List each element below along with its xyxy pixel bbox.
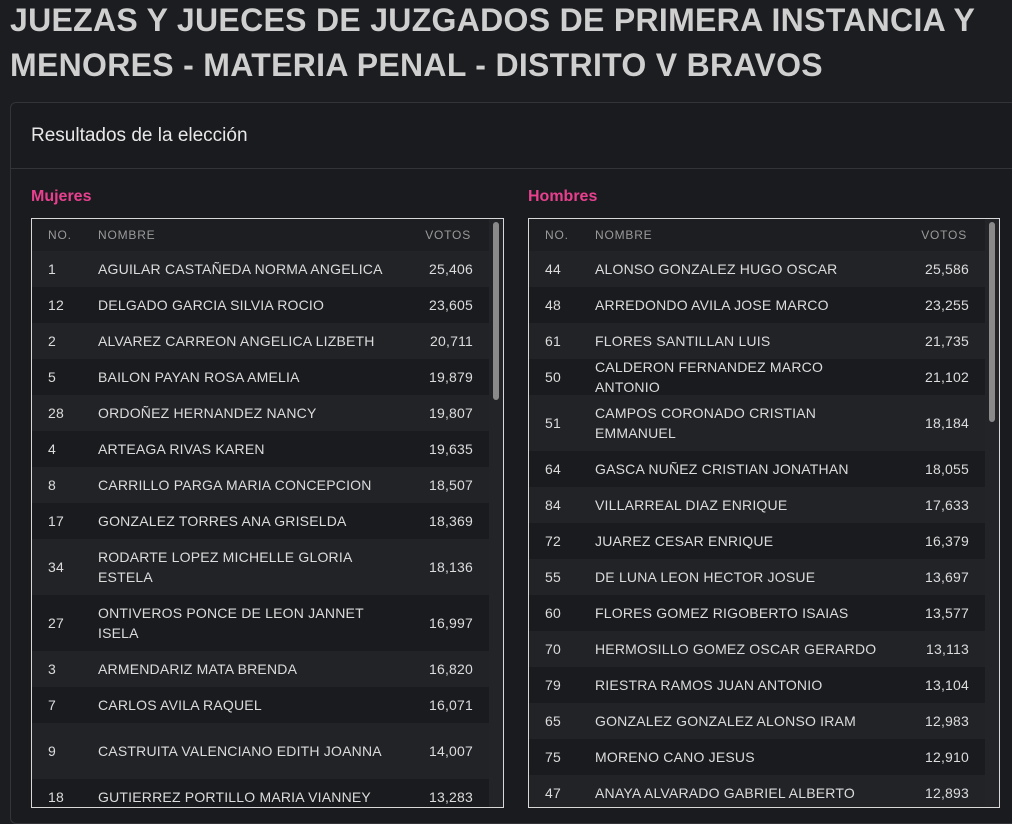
men-results-table[interactable] <box>528 218 1000 808</box>
candidate-number: 50 <box>545 369 561 385</box>
candidate-name: CASTRUITA VALENCIANO EDITH JOANNA <box>98 743 382 759</box>
candidate-number: 17 <box>48 513 64 529</box>
candidate-number: 47 <box>545 785 561 801</box>
candidate-number: 9 <box>48 743 56 759</box>
candidate-name: CARRILLO PARGA MARIA CONCEPCION <box>98 477 372 493</box>
candidate-name: GONZALEZ TORRES ANA GRISELDA <box>98 513 347 529</box>
candidate-number: 27 <box>48 615 64 631</box>
table-row <box>32 395 489 431</box>
candidate-name: DE LUNA LEON HECTOR JOSUE <box>595 569 816 585</box>
table-row <box>32 431 489 467</box>
candidate-number: 72 <box>545 533 561 549</box>
candidate-name: GONZALEZ GONZALEZ ALONSO IRAM <box>595 713 856 729</box>
candidate-number: 79 <box>545 677 561 693</box>
candidate-number: 3 <box>48 661 56 677</box>
candidate-votes: 13,577 <box>924 605 969 621</box>
candidate-number: 7 <box>48 697 56 713</box>
candidate-name: ORDOÑEZ HERNANDEZ NANCY <box>98 405 317 421</box>
column-header-votes: VOTOS <box>921 228 967 242</box>
candidate-votes: 25,586 <box>924 261 969 277</box>
table-row <box>32 251 489 287</box>
table-row <box>32 503 489 539</box>
women-section-label: Mujeres <box>31 188 92 205</box>
candidate-name: FLORES GOMEZ RIGOBERTO ISAIAS <box>595 605 849 621</box>
candidate-name: JUAREZ CESAR ENRIQUE <box>595 533 774 549</box>
table-row <box>529 523 985 559</box>
candidate-votes: 23,605 <box>428 297 473 313</box>
table-row <box>32 323 489 359</box>
candidate-votes: 16,997 <box>428 615 473 631</box>
scrollbar-thumb[interactable] <box>493 222 499 400</box>
table-row <box>529 739 985 775</box>
table-row <box>529 775 985 808</box>
column-header-no: NO. <box>48 228 72 242</box>
candidate-number: 75 <box>545 749 561 765</box>
page-title-line-2: MENORES - MATERIA PENAL - DISTRITO V BRAVOS <box>10 47 823 83</box>
candidate-number: 48 <box>545 297 561 313</box>
men-table-body <box>529 251 985 808</box>
candidate-votes: 12,910 <box>924 749 969 765</box>
candidate-votes: 25,406 <box>428 261 473 277</box>
candidate-number: 44 <box>545 261 561 277</box>
table-row <box>529 667 985 703</box>
card-header <box>11 103 1012 169</box>
table-header <box>529 219 999 251</box>
candidate-name: BAILON PAYAN ROSA AMELIA <box>98 369 300 385</box>
candidate-name: FLORES SANTILLAN LUIS <box>595 333 771 349</box>
candidate-votes: 19,635 <box>428 441 473 457</box>
table-row <box>529 451 985 487</box>
candidate-votes: 18,369 <box>428 513 473 529</box>
table-row <box>32 723 489 779</box>
candidate-number: 18 <box>48 789 64 805</box>
candidate-votes: 23,255 <box>924 297 969 313</box>
candidate-name: RODARTE LOPEZ MICHELLE GLORIA ESTELA <box>98 549 352 585</box>
candidate-name: ALVAREZ CARREON ANGELICA LIZBETH <box>98 333 375 349</box>
table-row <box>529 251 985 287</box>
column-header-name: NOMBRE <box>595 228 653 242</box>
table-row <box>32 651 489 687</box>
candidate-number: 4 <box>48 441 56 457</box>
table-row <box>32 687 489 723</box>
candidate-number: 84 <box>545 497 561 513</box>
candidate-number: 60 <box>545 605 561 621</box>
men-table-scrollbar[interactable] <box>985 219 999 807</box>
candidate-name: CAMPOS CORONADO CRISTIAN EMMANUEL <box>595 405 817 441</box>
candidate-number: 12 <box>48 297 64 313</box>
table-row <box>529 395 985 451</box>
candidate-votes: 19,807 <box>428 405 473 421</box>
candidate-votes: 13,697 <box>924 569 969 585</box>
candidate-name: ALONSO GONZALEZ HUGO OSCAR <box>595 261 838 277</box>
candidate-name: VILLARREAL DIAZ ENRIQUE <box>595 497 788 513</box>
column-header-name: NOMBRE <box>98 228 156 242</box>
table-header <box>32 219 503 251</box>
candidate-votes: 17,633 <box>924 497 969 513</box>
candidate-votes: 18,184 <box>924 415 969 431</box>
card-title: Resultados de la elección <box>31 125 248 146</box>
candidate-votes: 19,879 <box>428 369 473 385</box>
candidate-name: AGUILAR CASTAÑEDA NORMA ANGELICA <box>98 261 383 277</box>
candidate-votes: 18,055 <box>924 461 969 477</box>
table-row <box>32 467 489 503</box>
page-title <box>10 0 1010 88</box>
candidate-number: 28 <box>48 405 64 421</box>
candidate-name: CALDERON FERNANDEZ MARCO ANTONIO <box>595 359 824 395</box>
women-results-table[interactable] <box>31 218 504 808</box>
candidate-number: 61 <box>545 333 561 349</box>
candidate-name: GASCA NUÑEZ CRISTIAN JONATHAN <box>595 461 849 477</box>
table-row <box>32 595 489 651</box>
candidate-votes: 13,104 <box>924 677 969 693</box>
table-row <box>529 703 985 739</box>
candidate-votes: 18,507 <box>428 477 473 493</box>
candidate-votes: 20,711 <box>430 333 473 349</box>
candidate-number: 2 <box>48 333 56 349</box>
candidate-votes: 14,007 <box>428 743 473 759</box>
candidate-votes: 16,379 <box>924 533 969 549</box>
candidate-votes: 21,102 <box>924 369 969 385</box>
candidate-name: ARMENDARIZ MATA BRENDA <box>98 661 298 677</box>
candidate-votes: 12,893 <box>924 785 969 801</box>
table-row <box>32 779 489 808</box>
column-header-no: NO. <box>545 228 569 242</box>
candidate-name: GUTIERREZ PORTILLO MARIA VIANNEY <box>98 789 371 805</box>
candidate-name: ARTEAGA RIVAS KAREN <box>98 441 265 457</box>
candidate-name: DELGADO GARCIA SILVIA ROCIO <box>98 297 325 313</box>
table-row <box>32 539 489 595</box>
women-table-scrollbar[interactable] <box>489 219 503 807</box>
candidate-votes: 13,283 <box>428 789 473 805</box>
candidate-number: 8 <box>48 477 56 493</box>
candidate-votes: 18,136 <box>428 559 473 575</box>
women-table-body <box>32 251 489 808</box>
candidate-votes: 16,071 <box>428 697 473 713</box>
table-row <box>32 287 489 323</box>
table-row <box>529 359 985 395</box>
table-row <box>529 287 985 323</box>
candidate-name: ARREDONDO AVILA JOSE MARCO <box>595 297 829 313</box>
page-title-line-1: JUEZAS Y JUECES DE JUZGADOS DE PRIMERA INSTANCIA Y <box>10 2 976 38</box>
candidate-number: 65 <box>545 713 561 729</box>
candidate-number: 5 <box>48 369 56 385</box>
candidate-votes: 16,820 <box>428 661 473 677</box>
candidate-name: ANAYA ALVARADO GABRIEL ALBERTO <box>595 785 855 801</box>
candidate-name: MORENO CANO JESUS <box>595 749 755 765</box>
table-row <box>529 487 985 523</box>
candidate-number: 70 <box>545 641 561 657</box>
candidate-name: ONTIVEROS PONCE DE LEON JANNET ISELA <box>98 605 364 641</box>
candidate-number: 55 <box>545 569 561 585</box>
candidate-votes: 13,113 <box>926 641 969 657</box>
table-row <box>32 359 489 395</box>
table-row <box>529 631 985 667</box>
column-header-votes: VOTOS <box>425 228 471 242</box>
candidate-number: 34 <box>48 559 64 575</box>
men-section-label: Hombres <box>528 188 598 205</box>
candidate-number: 51 <box>545 415 561 431</box>
candidate-votes: 12,983 <box>924 713 969 729</box>
candidate-number: 64 <box>545 461 561 477</box>
scrollbar-thumb[interactable] <box>989 222 995 422</box>
table-row <box>529 595 985 631</box>
candidate-name: CARLOS AVILA RAQUEL <box>98 697 262 713</box>
table-row <box>529 323 985 359</box>
candidate-number: 1 <box>48 261 56 277</box>
candidate-votes: 21,735 <box>924 333 969 349</box>
candidate-name: HERMOSILLO GOMEZ OSCAR GERARDO <box>595 641 877 657</box>
candidate-name: RIESTRA RAMOS JUAN ANTONIO <box>595 677 823 693</box>
table-row <box>529 559 985 595</box>
